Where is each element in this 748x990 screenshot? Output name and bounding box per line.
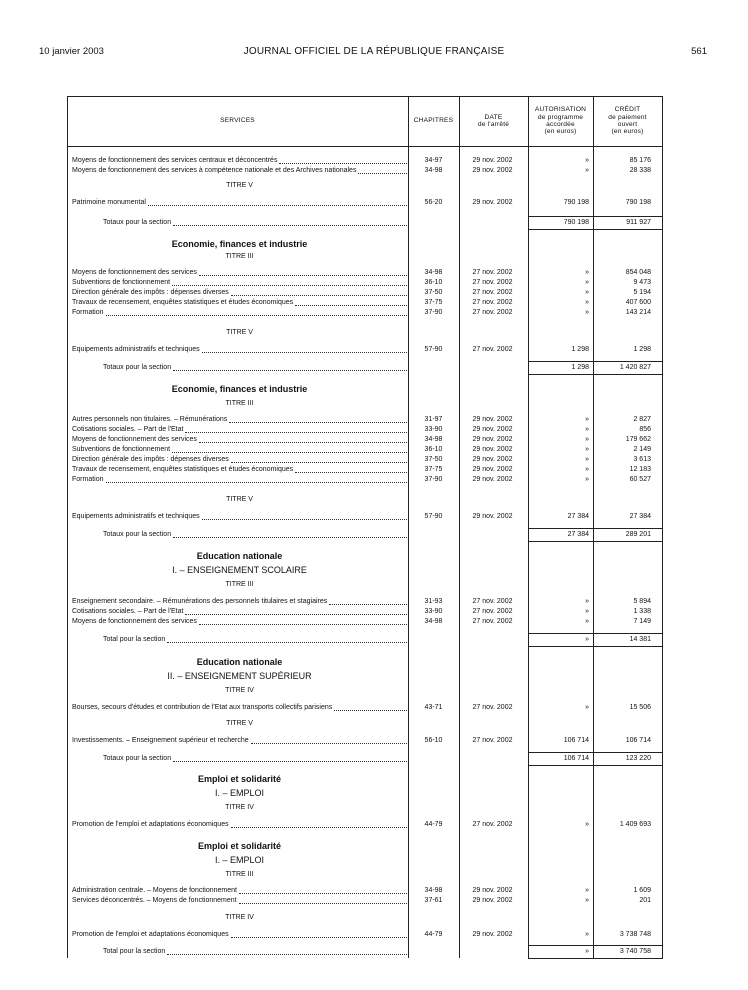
- credit-cell: 3 738 748: [619, 931, 651, 938]
- total-row: [67, 362, 663, 373]
- row-label-text: Travaux de recensement, enquêtes statistiques et études économiques: [72, 299, 294, 306]
- date-cell: 29 nov. 2002: [472, 513, 513, 520]
- chapter-cell: 34-98: [424, 269, 443, 276]
- section-subheading: II. – ENSEIGNEMENT SUPÉRIEUR: [167, 671, 312, 681]
- row-label-text: Enseignement secondaire. – Rémunérations des personnels titulaires et stagiaires: [72, 598, 328, 605]
- dot-leader: [199, 435, 407, 443]
- titre-heading: TITRE V: [226, 182, 253, 189]
- autorisation-cell: »: [585, 309, 589, 316]
- date-cell: 29 nov. 2002: [472, 897, 513, 904]
- table-row: [67, 895, 663, 906]
- date-cell: 27 nov. 2002: [472, 289, 513, 296]
- row-label-text: Moyens de fonctionnement des services à compétence nationale et des Archives nationales: [72, 167, 357, 174]
- date-cell: 27 nov. 2002: [472, 299, 513, 306]
- dot-leader: [173, 218, 407, 226]
- row-label-text: Moyens de fonctionnement des services: [72, 618, 197, 625]
- autorisation-cell: »: [585, 931, 589, 938]
- dot-leader: [106, 475, 407, 483]
- section-heading: Emploi et solidarité: [197, 774, 282, 784]
- autorisation-cell: »: [585, 157, 589, 164]
- chapter-cell: 31-97: [424, 416, 443, 423]
- table-row: [67, 165, 663, 176]
- dot-leader: [185, 607, 407, 615]
- table-row: [67, 511, 663, 522]
- credit-cell: 911 927: [626, 219, 651, 226]
- table-row: [67, 197, 663, 208]
- table-row: [67, 344, 663, 355]
- dot-leader: [185, 425, 407, 433]
- column-header-autorisation: AUTORISATION de programme accordée (en euros): [534, 106, 587, 136]
- date-cell: 27 nov. 2002: [472, 598, 513, 605]
- section-subheading: I. – EMPLOI: [214, 855, 265, 865]
- dot-leader: [358, 166, 407, 174]
- date-cell: 29 nov. 2002: [472, 426, 513, 433]
- row-label: [72, 819, 407, 830]
- autorisation-cell: 1 298: [571, 364, 589, 371]
- row-label: [72, 511, 407, 522]
- autorisation-cell: »: [585, 476, 589, 483]
- row-label: [72, 616, 407, 627]
- row-label-text: Moyens de fonctionnement des services: [72, 269, 197, 276]
- total-box: [528, 945, 594, 959]
- titre-heading: TITRE III: [225, 400, 254, 407]
- chapter-cell: 37-90: [424, 309, 443, 316]
- row-label: [103, 529, 407, 540]
- dot-leader: [202, 345, 407, 353]
- date-cell: 29 nov. 2002: [472, 167, 513, 174]
- row-label-text: Cotisations sociales. – Part de l'Etat: [72, 426, 184, 433]
- autorisation-cell: 790 198: [563, 199, 589, 206]
- autorisation-cell: »: [585, 608, 589, 615]
- dot-leader: [172, 445, 407, 453]
- credit-cell: 854 048: [625, 269, 651, 276]
- date-cell: 29 nov. 2002: [472, 199, 513, 206]
- credit-cell: 9 473: [633, 279, 651, 286]
- credit-cell: 15 506: [629, 704, 651, 711]
- date-cell: 27 nov. 2002: [472, 704, 513, 711]
- autorisation-cell: »: [585, 456, 589, 463]
- row-label-text: Equipements administratifs et techniques: [72, 346, 200, 353]
- table-row: [67, 474, 663, 485]
- autorisation-cell: »: [585, 436, 589, 443]
- column-header-chapitres: CHAPITRES: [413, 117, 454, 125]
- chapter-cell: 44-79: [424, 931, 443, 938]
- appropriations-table: [67, 96, 663, 958]
- chapter-cell: 43-71: [424, 704, 443, 711]
- dot-leader: [148, 198, 407, 206]
- row-label: [103, 634, 407, 645]
- titre-heading: TITRE V: [226, 720, 253, 727]
- row-label-text: Subventions de fonctionnement: [72, 446, 171, 453]
- row-label-text: Administration centrale. – Moyens de fonctionnement: [72, 887, 237, 894]
- dot-leader: [173, 754, 407, 762]
- dot-leader: [295, 298, 407, 306]
- date-cell: 29 nov. 2002: [472, 446, 513, 453]
- date-cell: 29 nov. 2002: [472, 436, 513, 443]
- autorisation-cell: 106 714: [563, 737, 589, 744]
- autorisation-cell: »: [585, 598, 589, 605]
- credit-cell: 5 194: [633, 289, 651, 296]
- credit-cell: 3 740 758: [619, 948, 651, 955]
- dot-leader: [106, 308, 407, 316]
- total-box: [528, 752, 594, 766]
- chapter-cell: 34-97: [424, 157, 443, 164]
- section-heading: Education nationale: [196, 551, 283, 561]
- credit-cell: 1 609: [633, 887, 651, 894]
- autorisation-cell: »: [585, 636, 589, 643]
- date-cell: 29 nov. 2002: [472, 456, 513, 463]
- row-label-text: Equipements administratifs et techniques: [72, 513, 200, 520]
- date-cell: 27 nov. 2002: [472, 821, 513, 828]
- autorisation-cell: 1 298: [571, 346, 589, 353]
- total-box: [528, 528, 594, 542]
- table-row: [67, 702, 663, 713]
- titre-heading: TITRE IV: [225, 687, 254, 694]
- row-label: [103, 753, 407, 764]
- row-label-text: Services déconcentrés. – Moyens de fonctionnement: [72, 897, 237, 904]
- date-cell: 29 nov. 2002: [472, 931, 513, 938]
- dot-leader: [295, 465, 407, 473]
- chapter-cell: 34-98: [424, 167, 443, 174]
- autorisation-cell: »: [585, 887, 589, 894]
- row-label-text: Direction générale des impôts : dépenses diverses: [72, 289, 229, 296]
- autorisation-cell: »: [585, 426, 589, 433]
- total-box: [593, 945, 663, 959]
- row-label: [72, 474, 407, 485]
- credit-cell: 3 613: [633, 456, 651, 463]
- autorisation-cell: »: [585, 289, 589, 296]
- autorisation-cell: »: [585, 466, 589, 473]
- table-row: [67, 819, 663, 830]
- row-label-text: Totaux pour la section: [103, 755, 172, 762]
- row-label: [72, 929, 407, 940]
- autorisation-cell: 27 384: [567, 513, 589, 520]
- total-row: [67, 753, 663, 764]
- dot-leader: [251, 736, 407, 744]
- chapter-cell: 34-98: [424, 887, 443, 894]
- table-row: [67, 307, 663, 318]
- journal-title: JOURNAL OFFICIEL DE LA RÉPUBLIQUE FRANÇAISE: [243, 46, 505, 57]
- row-label-text: Cotisations sociales. – Part de l'Etat: [72, 608, 184, 615]
- row-label: [72, 895, 407, 906]
- chapter-cell: 56-20: [424, 199, 443, 206]
- chapter-cell: 33-90: [424, 426, 443, 433]
- autorisation-cell: »: [585, 167, 589, 174]
- chapter-cell: 37-50: [424, 456, 443, 463]
- date-cell: 29 nov. 2002: [472, 466, 513, 473]
- credit-cell: 85 176: [629, 157, 651, 164]
- row-label: [72, 735, 407, 746]
- column-header-credit: CRÉDIT de paiement ouvert (en euros): [608, 106, 647, 136]
- chapter-cell: 57-90: [424, 346, 443, 353]
- row-label-text: Moyens de fonctionnement des services centraux et déconcentrés: [72, 157, 278, 164]
- row-label: [72, 702, 407, 713]
- credit-cell: 27 384: [629, 513, 651, 520]
- table-header-rule: [67, 146, 663, 147]
- total-row: [67, 634, 663, 645]
- row-label-text: Patrimoine monumental: [72, 199, 146, 206]
- chapter-cell: 44-79: [424, 821, 443, 828]
- date-cell: 27 nov. 2002: [472, 269, 513, 276]
- dot-leader: [239, 886, 407, 894]
- section-heading: Education nationale: [196, 657, 283, 667]
- titre-heading: TITRE III: [225, 253, 254, 260]
- date-cell: 27 nov. 2002: [472, 608, 513, 615]
- credit-cell: 7 149: [633, 618, 651, 625]
- chapter-cell: 34-98: [424, 436, 443, 443]
- section-subheading: I. – ENSEIGNEMENT SCOLAIRE: [172, 565, 307, 575]
- dot-leader: [172, 278, 407, 286]
- chapter-cell: 36-10: [424, 446, 443, 453]
- date-cell: 27 nov. 2002: [472, 737, 513, 744]
- row-label: [72, 165, 407, 176]
- row-label-text: Direction générale des impôts : dépenses diverses: [72, 456, 229, 463]
- total-box: [593, 752, 663, 766]
- autorisation-cell: »: [585, 618, 589, 625]
- row-label-text: Autres personnels non titulaires. – Rémunérations: [72, 416, 228, 423]
- dot-leader: [199, 268, 407, 276]
- titre-heading: TITRE III: [225, 871, 254, 878]
- row-label-text: Travaux de recensement, enquêtes statistiques et études économiques: [72, 466, 294, 473]
- row-label-text: Totaux pour la section: [103, 219, 172, 226]
- dot-leader: [229, 415, 407, 423]
- row-label-text: Total pour la section: [103, 948, 166, 955]
- date-cell: 27 nov. 2002: [472, 346, 513, 353]
- chapter-cell: 34-98: [424, 618, 443, 625]
- credit-cell: 1 409 693: [619, 821, 651, 828]
- dot-leader: [279, 156, 407, 164]
- credit-cell: 106 714: [625, 737, 651, 744]
- column-header-date: DATE de l'arrêté: [477, 113, 510, 128]
- autorisation-cell: »: [585, 821, 589, 828]
- table-row: [67, 735, 663, 746]
- credit-cell: 143 214: [625, 309, 651, 316]
- total-box: [593, 216, 663, 230]
- titre-heading: TITRE III: [225, 581, 254, 588]
- row-label: [103, 946, 407, 957]
- credit-cell: 2 149: [633, 446, 651, 453]
- total-row: [67, 217, 663, 228]
- credit-cell: 14 381: [629, 636, 651, 643]
- row-label: [72, 197, 407, 208]
- section-subheading: I. – EMPLOI: [214, 788, 265, 798]
- credit-cell: 123 220: [625, 755, 651, 762]
- row-label-text: Promotion de l'emploi et adaptations économiques: [72, 821, 229, 828]
- titre-heading: TITRE IV: [225, 914, 254, 921]
- row-label-text: Totaux pour la section: [103, 364, 172, 371]
- autorisation-cell: »: [585, 704, 589, 711]
- chapter-cell: 56-10: [424, 737, 443, 744]
- column-header-services: SERVICES: [220, 117, 255, 125]
- dot-leader: [231, 820, 407, 828]
- row-label-text: Moyens de fonctionnement des services: [72, 436, 197, 443]
- autorisation-cell: »: [585, 446, 589, 453]
- dot-leader: [231, 930, 407, 938]
- autorisation-cell: »: [585, 897, 589, 904]
- total-box: [593, 528, 663, 542]
- dot-leader: [202, 512, 407, 520]
- dot-leader: [173, 530, 407, 538]
- credit-cell: 28 338: [629, 167, 651, 174]
- section-heading: Emploi et solidarité: [197, 841, 282, 851]
- section-heading: Economie, finances et industrie: [171, 239, 308, 249]
- chapter-cell: 37-90: [424, 476, 443, 483]
- date-cell: 27 nov. 2002: [472, 309, 513, 316]
- date-cell: 27 nov. 2002: [472, 618, 513, 625]
- chapter-cell: 36-10: [424, 279, 443, 286]
- autorisation-cell: 106 714: [563, 755, 589, 762]
- total-box: [528, 361, 594, 375]
- dot-leader: [173, 363, 407, 371]
- table-row: [67, 616, 663, 627]
- credit-cell: 2 827: [633, 416, 651, 423]
- titre-heading: TITRE V: [226, 329, 253, 336]
- section-heading: Economie, finances et industrie: [171, 384, 308, 394]
- chapter-cell: 37-61: [424, 897, 443, 904]
- total-row: [67, 946, 663, 957]
- chapter-cell: 37-50: [424, 289, 443, 296]
- dot-leader: [167, 947, 407, 955]
- page-number: 561: [691, 46, 707, 57]
- titre-heading: TITRE IV: [225, 804, 254, 811]
- dot-leader: [231, 288, 407, 296]
- credit-cell: 1 420 827: [619, 364, 651, 371]
- autorisation-cell: »: [585, 416, 589, 423]
- row-label: [103, 362, 407, 373]
- credit-cell: 1 338: [633, 608, 651, 615]
- date-cell: 29 nov. 2002: [472, 157, 513, 164]
- credit-cell: 5 894: [633, 598, 651, 605]
- autorisation-cell: »: [585, 948, 589, 955]
- row-label: [72, 307, 407, 318]
- autorisation-cell: »: [585, 299, 589, 306]
- total-box: [528, 216, 594, 230]
- row-label: [72, 344, 407, 355]
- dot-leader: [231, 455, 407, 463]
- autorisation-cell: »: [585, 269, 589, 276]
- dot-leader: [239, 896, 407, 904]
- total-row: [67, 529, 663, 540]
- credit-cell: 289 201: [625, 531, 651, 538]
- row-label: [103, 217, 407, 228]
- date-cell: 27 nov. 2002: [472, 279, 513, 286]
- row-label-text: Formation: [72, 309, 104, 316]
- chapter-cell: 31-93: [424, 598, 443, 605]
- credit-cell: 12 183: [629, 466, 651, 473]
- dot-leader: [167, 635, 407, 643]
- total-box: [593, 361, 663, 375]
- credit-cell: 60 527: [629, 476, 651, 483]
- autorisation-cell: 790 198: [563, 219, 589, 226]
- row-label-text: Subventions de fonctionnement: [72, 279, 171, 286]
- table-row: [67, 929, 663, 940]
- dot-leader: [329, 597, 407, 605]
- chapter-cell: 57-90: [424, 513, 443, 520]
- chapter-cell: 33-90: [424, 608, 443, 615]
- credit-cell: 201: [639, 897, 651, 904]
- row-label-text: Investissements. – Enseignement supérieur et recherche: [72, 737, 249, 744]
- credit-cell: 179 662: [625, 436, 651, 443]
- chapter-cell: 37-75: [424, 299, 443, 306]
- row-label-text: Formation: [72, 476, 104, 483]
- total-box: [593, 633, 663, 647]
- titre-heading: TITRE V: [226, 496, 253, 503]
- credit-cell: 790 198: [625, 199, 651, 206]
- date-cell: 29 nov. 2002: [472, 476, 513, 483]
- total-box: [528, 633, 594, 647]
- row-label-text: Totaux pour la section: [103, 531, 172, 538]
- row-label-text: Bourses, secours d'études et contribution de l'Etat aux transports collectifs parisiens: [72, 704, 333, 711]
- date-cell: 29 nov. 2002: [472, 887, 513, 894]
- dot-leader: [199, 617, 407, 625]
- autorisation-cell: 27 384: [567, 531, 589, 538]
- row-label-text: Total pour la section: [103, 636, 166, 643]
- credit-cell: 1 298: [633, 346, 651, 353]
- dot-leader: [334, 703, 407, 711]
- chapter-cell: 37-75: [424, 466, 443, 473]
- row-label-text: Promotion de l'emploi et adaptations économiques: [72, 931, 229, 938]
- credit-cell: 407 600: [625, 299, 651, 306]
- date-cell: 29 nov. 2002: [472, 416, 513, 423]
- autorisation-cell: »: [585, 279, 589, 286]
- credit-cell: 856: [639, 426, 651, 433]
- header-date: 10 janvier 2003: [39, 46, 104, 57]
